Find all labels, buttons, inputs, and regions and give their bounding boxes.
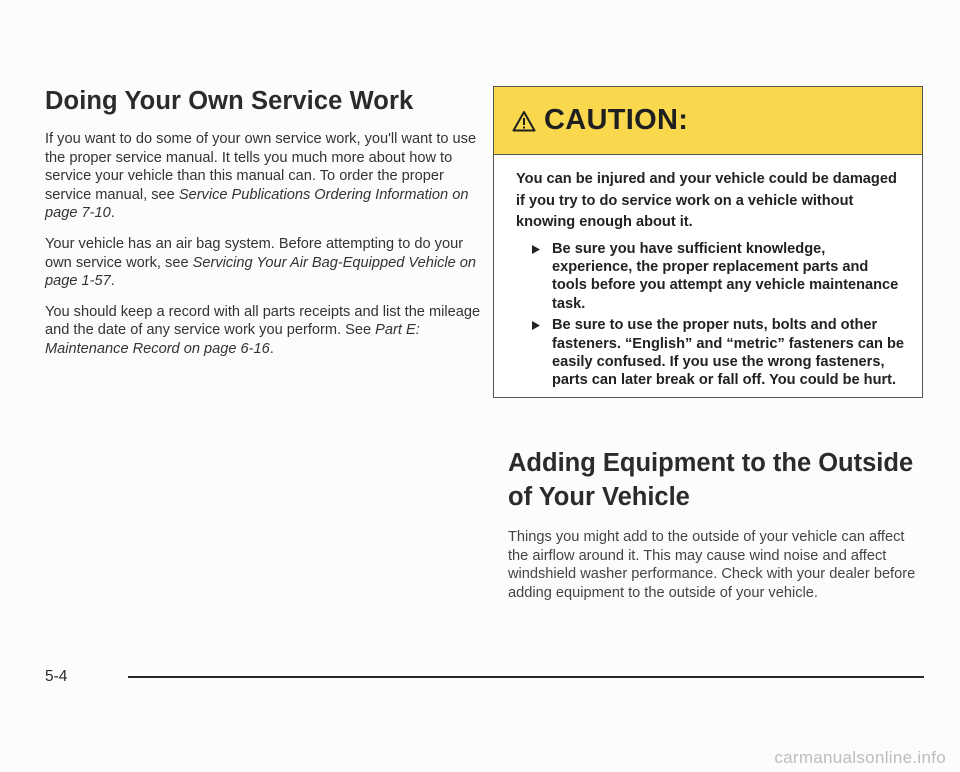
caution-title: [512, 104, 688, 137]
bullet-arrow-icon: [532, 321, 540, 330]
bullet-text: Be sure you have sufficient knowledge, experience, the proper replacement parts and tools before you attempt any vehicle maintenance task.: [552, 240, 899, 312]
cross-reference-service-publications: Service Publications Ordering Information on page 7-10: [45, 186, 469, 222]
paragraph-text: If you want to do some of your own service work, you'll want to use the proper service manual. It tells you much more about how to service your vehicle than this manual can. To order the proper service manual, see: [45, 131, 477, 203]
paragraph-service-manual: [45, 130, 485, 223]
caution-box: [493, 86, 923, 398]
cross-reference-maintenance-record: Part E: Maintenance Record on page 6-16: [45, 322, 420, 357]
warning-triangle-icon: [512, 110, 536, 132]
period: .: [269, 340, 274, 357]
section-adding-equipment: [508, 446, 928, 602]
caution-body: [494, 155, 922, 390]
caution-intro: You can be injured and your vehicle could be damaged if you try to do service work on a vehicle without knowing enough about it.: [516, 171, 897, 230]
footer-divider: [128, 676, 924, 678]
left-column: [45, 86, 485, 371]
list-item: [526, 240, 904, 314]
paragraph-record: [45, 303, 485, 359]
caution-label: CAUTION:: [544, 104, 689, 136]
list-item: [526, 316, 904, 390]
paragraph-air-bag: [45, 235, 485, 291]
caution-bullet-list: [516, 240, 904, 390]
bullet-text: Be sure to use the proper nuts, bolts and other fasteners. “English” and “metric” fasteners can be easily confused. If you use the wrong fasteners, parts can later break or fall off. You could be hurt.: [552, 317, 904, 389]
period: .: [110, 273, 115, 290]
page-number: 5-4: [45, 668, 68, 685]
period: .: [110, 205, 115, 222]
cross-reference-air-bag: Servicing Your Air Bag-Equipped Vehicle on page 1-57: [45, 254, 477, 290]
bullet-arrow-icon: [532, 245, 540, 254]
caution-header: [494, 87, 922, 155]
section-heading-adding-equipment: Adding Equipment to the Outside of Your Vehicle: [508, 449, 914, 511]
watermark: carmanualsonline.info: [774, 748, 946, 767]
section-heading-service-work: Doing Your Own Service Work: [45, 87, 414, 115]
paragraph-text: You should keep a record with all parts receipts and list the mileage and the date of any service work you perform. See: [45, 303, 481, 339]
paragraph-adding-equipment: Things you might add to the outside of your vehicle can affect the airflow around it. This may cause wind noise and affect windshield washer performance. Check with your dealer before adding equipment to the outside of your vehicle.: [508, 529, 916, 601]
paragraph-text: Your vehicle has an air bag system. Before attempting to do your own service work, see: [45, 235, 464, 271]
